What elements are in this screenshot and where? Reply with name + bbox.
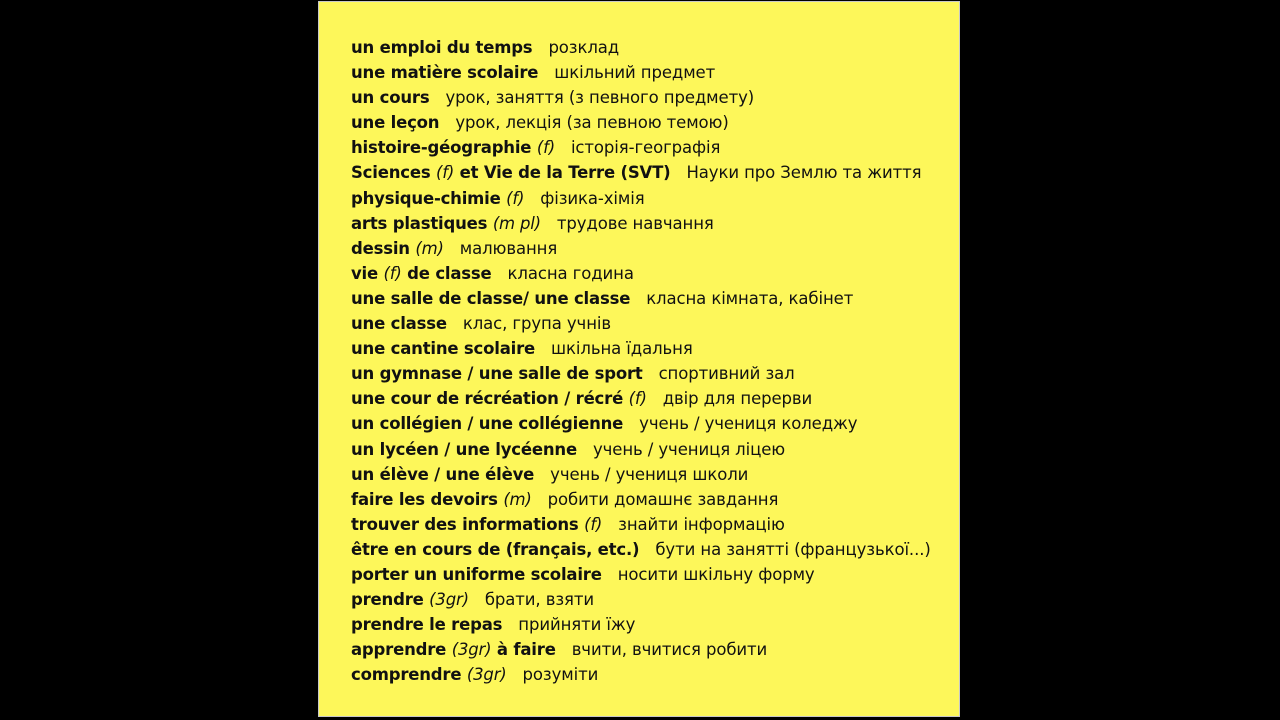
- vocabulary-row: [351, 160, 931, 185]
- grammar-note: (f): [584, 514, 603, 534]
- ukrainian-translation: спортивний зал: [658, 364, 795, 384]
- french-term: [351, 38, 532, 57]
- ukrainian-translation: фізика-хімія: [540, 188, 645, 208]
- ukrainian-translation: трудове навчання: [556, 213, 714, 233]
- french-term: [351, 138, 555, 157]
- term-text: à faire: [491, 640, 556, 660]
- french-term: [351, 214, 541, 233]
- grammar-note: (f): [536, 138, 555, 158]
- ukrainian-translation: класна кімната, кабінет: [646, 288, 854, 308]
- vocabulary-row: [351, 135, 931, 160]
- term-text: de classe: [401, 263, 492, 283]
- vocabulary-list: [351, 35, 931, 687]
- term-text: une cour de récréation / récré: [351, 389, 629, 409]
- term-text: une cantine scolaire: [351, 339, 536, 359]
- vocabulary-row: [351, 612, 931, 637]
- term-text: dessin: [351, 238, 416, 258]
- french-term: [351, 515, 602, 534]
- french-term: [351, 314, 447, 333]
- french-term: [351, 339, 535, 358]
- term-text: comprendre: [351, 665, 467, 685]
- vocabulary-row: [351, 110, 931, 135]
- ukrainian-translation: брати, взяти: [484, 590, 594, 610]
- ukrainian-translation: Науки про Землю та життя: [686, 163, 922, 183]
- french-term: [351, 163, 670, 182]
- vocabulary-row: [351, 537, 931, 562]
- term-text: être en cours de (français, etc.): [351, 539, 640, 559]
- vocabulary-card: [318, 1, 960, 717]
- vocabulary-row: [351, 35, 931, 60]
- term-text: une classe: [351, 314, 447, 334]
- term-text: Sciences: [351, 163, 436, 183]
- term-text: prendre le repas: [351, 615, 503, 635]
- vocabulary-row: [351, 286, 931, 311]
- vocabulary-row: [351, 562, 931, 587]
- term-text: arts plastiques: [351, 213, 493, 233]
- term-text: porter un uniforme scolaire: [351, 564, 602, 584]
- grammar-note: (f): [436, 163, 455, 183]
- vocabulary-row: [351, 487, 931, 512]
- ukrainian-translation: учень / учениця школи: [550, 464, 749, 484]
- ukrainian-translation: бути на занятті (французької...): [655, 539, 931, 559]
- ukrainian-translation: розклад: [548, 38, 620, 57]
- ukrainian-translation: розуміти: [522, 665, 599, 685]
- ukrainian-translation: малювання: [459, 238, 558, 258]
- term-text: un emploi du temps: [351, 38, 533, 57]
- ukrainian-translation: прийняти їжу: [518, 615, 636, 635]
- ukrainian-translation: учень / учениця ліцею: [592, 439, 786, 459]
- term-text: un élève / une élève: [351, 464, 535, 484]
- ukrainian-translation: вчити, вчитися робити: [571, 640, 768, 660]
- vocabulary-row: [351, 662, 931, 687]
- grammar-note: (f): [628, 389, 647, 409]
- ukrainian-translation: урок, лекція (за певною темою): [455, 113, 729, 133]
- french-term: [351, 465, 534, 484]
- term-text: un lycéen / une lycéenne: [351, 439, 577, 459]
- french-term: [351, 540, 639, 559]
- french-term: [351, 264, 492, 283]
- vocabulary-row: [351, 512, 931, 537]
- ukrainian-translation: історія-географія: [570, 138, 721, 158]
- ukrainian-translation: двір для перерви: [662, 389, 813, 409]
- grammar-note: (3gr): [451, 640, 492, 660]
- french-term: [351, 389, 647, 408]
- vocabulary-row: [351, 236, 931, 261]
- vocabulary-row: [351, 386, 931, 411]
- term-text: apprendre: [351, 640, 452, 660]
- term-text: un collégien / une collégienne: [351, 414, 624, 434]
- french-term: [351, 640, 556, 659]
- ukrainian-translation: учень / учениця коледжу: [639, 414, 858, 434]
- french-term: [351, 364, 643, 383]
- vocabulary-row: [351, 261, 931, 286]
- grammar-note: (f): [383, 263, 402, 283]
- french-term: [351, 665, 507, 684]
- term-text: et Vie de la Terre (SVT): [454, 163, 671, 183]
- french-term: [351, 615, 502, 634]
- vocabulary-row: [351, 411, 931, 436]
- term-text: une matière scolaire: [351, 63, 539, 83]
- grammar-note: (m): [415, 238, 444, 258]
- french-term: [351, 490, 532, 509]
- ukrainian-translation: урок, заняття (з певного предмету): [445, 88, 755, 108]
- french-term: [351, 239, 444, 258]
- ukrainian-translation: шкільний предмет: [554, 63, 716, 83]
- french-term: [351, 289, 630, 308]
- grammar-note: (m pl): [492, 213, 541, 233]
- grammar-note: (3gr): [429, 590, 469, 610]
- vocabulary-row: [351, 186, 931, 211]
- vocabulary-row: [351, 587, 931, 612]
- ukrainian-translation: клас, група учнів: [462, 314, 611, 334]
- term-text: un cours: [351, 88, 430, 108]
- term-text: une leçon: [351, 113, 440, 133]
- ukrainian-translation: носити шкільну форму: [617, 564, 815, 584]
- french-term: [351, 88, 429, 107]
- vocabulary-row: [351, 211, 931, 236]
- grammar-note: (3gr): [466, 665, 507, 685]
- term-text: prendre: [351, 590, 430, 610]
- grammar-note: (m): [503, 489, 532, 509]
- term-text: trouver des informations: [351, 514, 585, 534]
- vocabulary-row: [351, 637, 931, 662]
- ukrainian-translation: класна година: [507, 263, 634, 283]
- french-term: [351, 414, 623, 433]
- term-text: un gymnase / une salle de sport: [351, 364, 643, 384]
- vocabulary-row: [351, 437, 931, 462]
- french-term: [351, 189, 524, 208]
- term-text: physique-chimie: [351, 188, 507, 208]
- french-term: [351, 590, 469, 609]
- french-term: [351, 440, 577, 459]
- ukrainian-translation: знайти інформацію: [618, 514, 785, 534]
- ukrainian-translation: шкільна їдальня: [551, 339, 693, 359]
- vocabulary-row: [351, 85, 931, 110]
- vocabulary-row: [351, 311, 931, 336]
- french-term: [351, 565, 602, 584]
- term-text: faire les devoirs: [351, 489, 504, 509]
- grammar-note: (f): [506, 188, 525, 208]
- vocabulary-row: [351, 60, 931, 85]
- french-term: [351, 113, 439, 132]
- term-text: vie: [351, 263, 384, 283]
- vocabulary-row: [351, 462, 931, 487]
- term-text: une salle de classe/ une classe: [351, 288, 631, 308]
- vocabulary-row: [351, 336, 931, 361]
- term-text: histoire-géographie: [351, 138, 537, 158]
- vocabulary-row: [351, 361, 931, 386]
- ukrainian-translation: робити домашнє завдання: [547, 489, 779, 509]
- french-term: [351, 63, 538, 82]
